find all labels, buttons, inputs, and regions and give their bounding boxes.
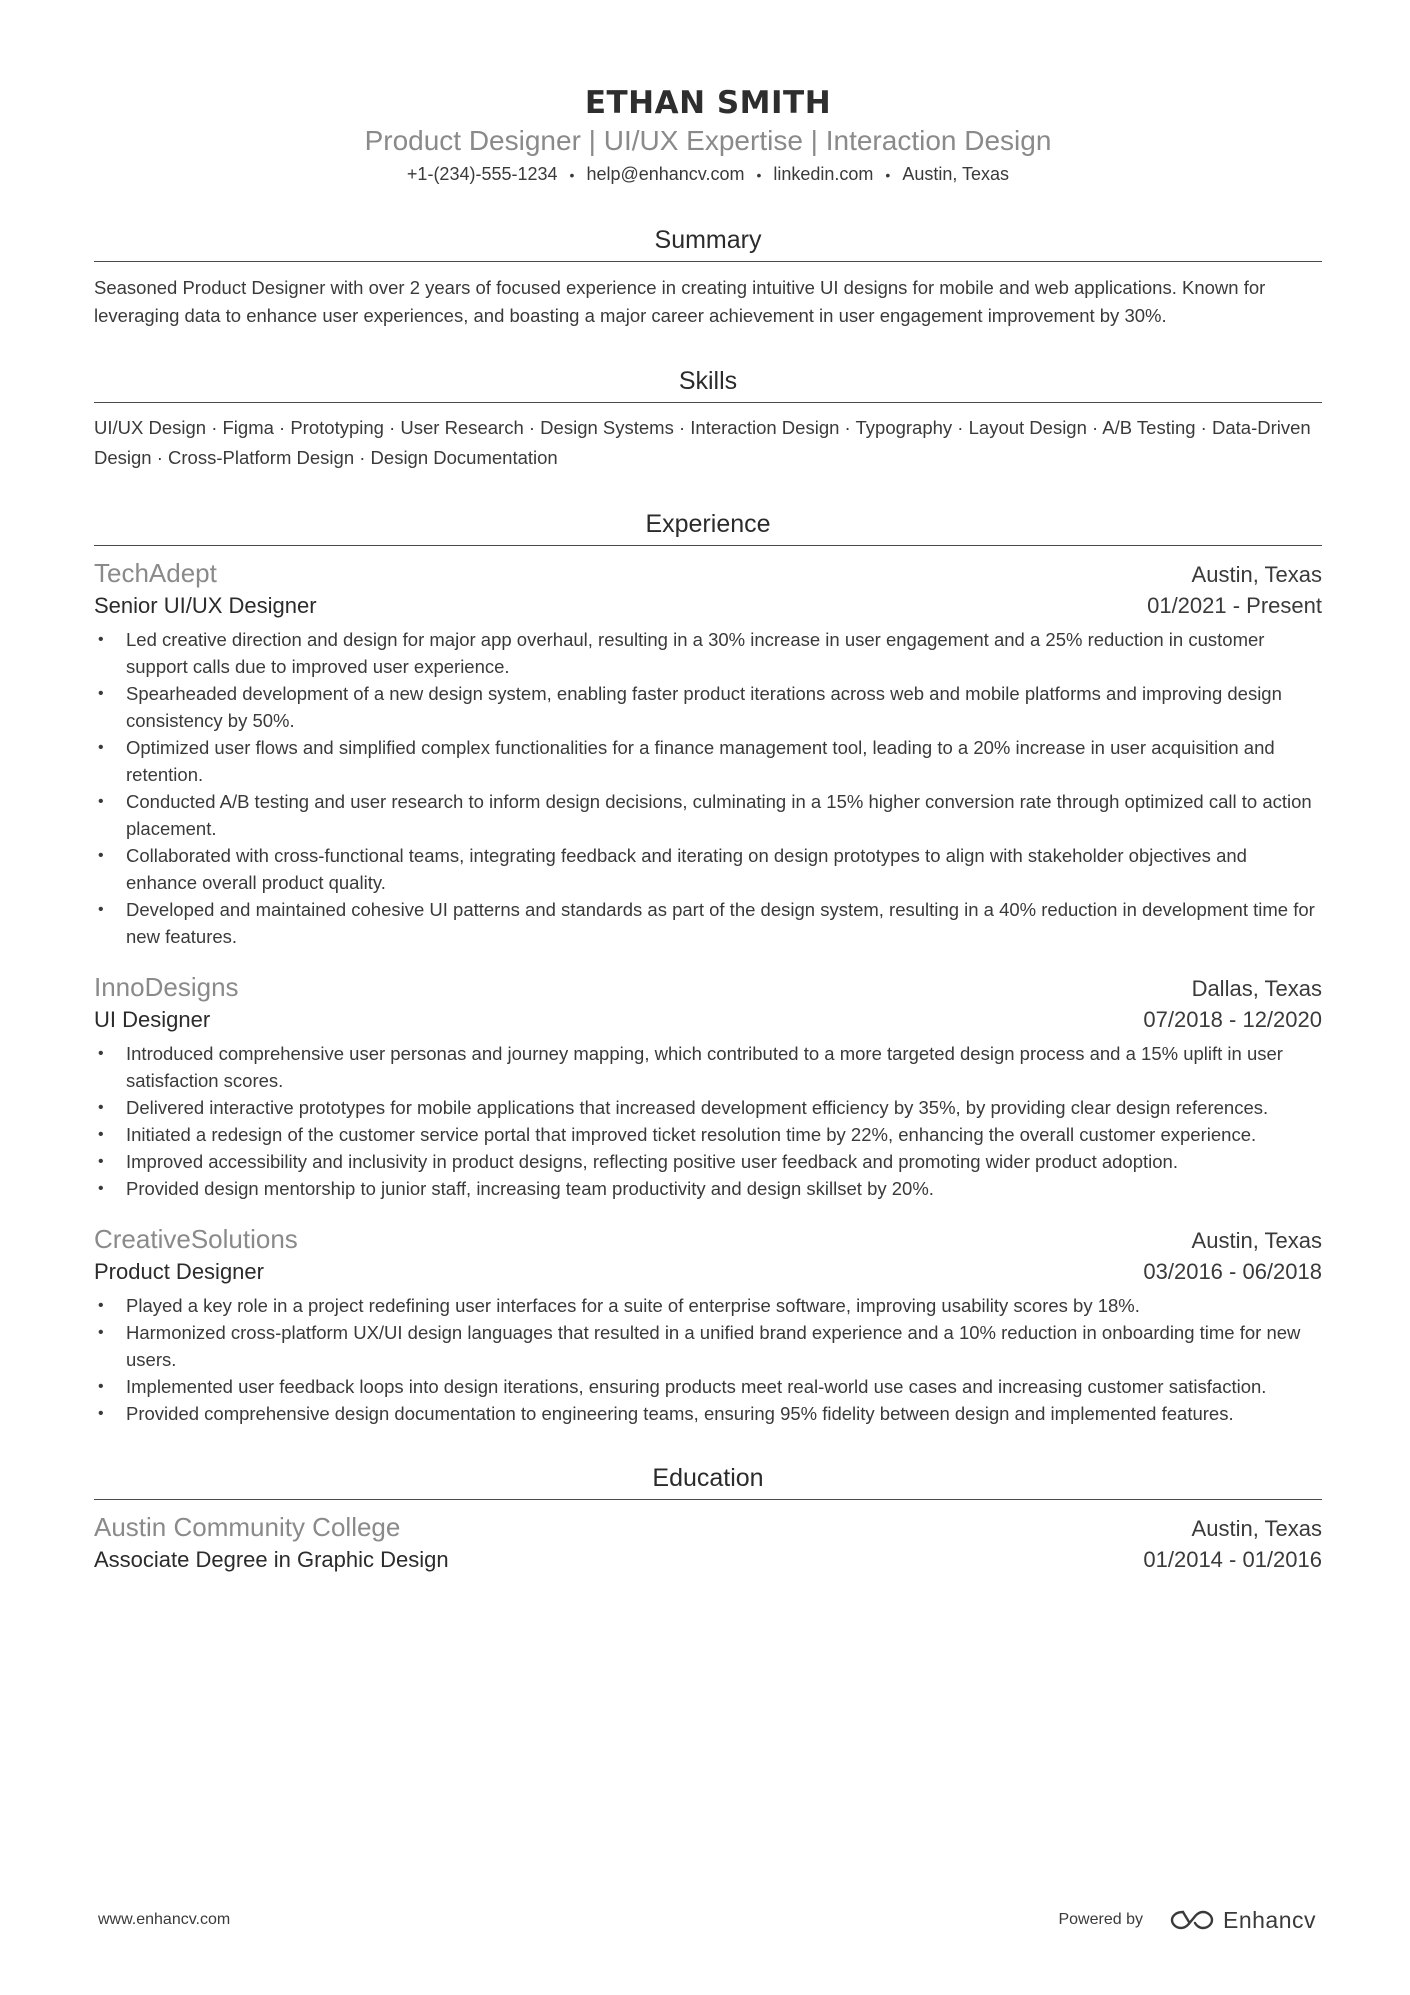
resume-header [94,84,1322,187]
education-section [94,1463,1322,1576]
school-location: Austin, Texas [1191,1516,1322,1541]
achievement-list [94,1040,1322,1202]
summary-section [94,225,1322,330]
achievement-item: • Introduced comprehensive user personas and journey mapping, which contributed to a more targeted design process and a 15% uplift in user satisfaction scores. [94,1040,1322,1094]
candidate-headline: Product Designer | UI/UX Expertise | Interaction Design [364,125,1052,156]
summary-text: Seasoned Product Designer with over 2 years of focused experience in creating intuitive UI designs for mobile and web applications. Known for leveraging data to enhance user experiences, and boasting a major career achievement in user engagement improvement by 30%. [94,277,1266,326]
contact-separator: • [756,167,762,183]
company-name: TechAdept [94,558,217,588]
page-footer [98,1900,1316,1940]
achievement-item: • Improved accessibility and inclusivity in product designs, reflecting positive user feedback and promoting wider product adoption. [94,1148,1322,1175]
achievement-item: • Delivered interactive prototypes for mobile applications that increased development efficiency by 35%, by providing clear design references. [94,1094,1322,1121]
company-location: Dallas, Texas [1191,976,1322,1001]
education-entry [94,1510,1322,1576]
contact-email[interactable]: help@enhancv.com [586,164,745,184]
resume-page [94,84,1322,1576]
job-title: UI Designer [94,1007,211,1032]
enhancv-logo[interactable] [1169,1907,1316,1934]
job-title: Senior UI/UX Designer [94,593,317,618]
achievement-item: • Provided design mentorship to junior staff, increasing team productivity and design skillset by 20%. [94,1175,1322,1202]
company-location: Austin, Texas [1191,562,1322,587]
achievement-item: • Played a key role in a project redefining user interfaces for a suite of enterprise software, improving usability scores by 18%. [94,1292,1322,1319]
company-location: Austin, Texas [1191,1228,1322,1253]
job-dates: 01/2021 - Present [1147,593,1322,618]
contact-separator: • [569,167,575,183]
job-dates: 03/2016 - 06/2018 [1143,1259,1322,1284]
achievement-list [94,1292,1322,1427]
contact-separator: • [885,167,891,183]
section-title-experience: Experience [94,509,1322,546]
achievement-list [94,626,1322,950]
achievement-item: • Led creative direction and design for major app overhaul, resulting in a 30% increase in user engagement and a 25% reduction in customer support calls due to improved user experience. [94,626,1322,680]
section-title-education: Education [94,1463,1322,1500]
footer-website-link[interactable]: www.enhancv.com [98,1911,231,1928]
company-name: CreativeSolutions [94,1224,298,1254]
contact-linkedin[interactable]: linkedin.com [773,164,874,184]
enhancv-logo-icon [1169,1908,1215,1932]
achievement-item: • Collaborated with cross-functional teams, integrating feedback and iterating on design prototypes to align with stakeholder objectives and enhance overall product quality. [94,842,1322,896]
education-dates: 01/2014 - 01/2016 [1143,1547,1322,1572]
degree-title: Associate Degree in Graphic Design [94,1547,449,1572]
achievement-item: • Initiated a redesign of the customer service portal that improved ticket resolution time by 22%, enhancing the overall customer experience. [94,1121,1322,1148]
achievement-item: • Implemented user feedback loops into design iterations, ensuring products meet real-world use cases and increasing customer satisfaction. [94,1373,1322,1400]
enhancv-brand-name: Enhancv [1222,1906,1316,1933]
experience-entry-innodesigns [94,970,1322,1202]
section-title-summary: Summary [94,225,1322,262]
experience-entry-creativesolutions [94,1222,1322,1427]
contact-location: Austin, Texas [902,164,1010,184]
achievement-item: • Provided comprehensive design documentation to engineering teams, ensuring 95% fidelity between design and implemented features. [94,1400,1322,1427]
contact-phone: +1-(234)-555-1234 [406,164,558,184]
job-dates: 07/2018 - 12/2020 [1143,1007,1322,1032]
experience-section [94,509,1322,1427]
footer-branding [1058,1907,1316,1934]
section-title-skills: Skills [94,366,1322,403]
school-name: Austin Community College [94,1512,401,1542]
skills-section [94,366,1322,473]
achievement-item: • Optimized user flows and simplified complex functionalities for a finance management tool, leading to a 20% increase in user acquisition and retention. [94,734,1322,788]
experience-entry-techadept [94,556,1322,950]
job-title: Product Designer [94,1259,264,1284]
candidate-name: ETHAN SMITH [584,85,832,121]
achievement-item: • Conducted A/B testing and user research to inform design decisions, culminating in a 15% higher conversion rate through optimized call to action placement. [94,788,1322,842]
contact-line [94,162,1322,187]
achievement-item: • Developed and maintained cohesive UI patterns and standards as part of the design system, resulting in a 40% reduction in development time for new features. [94,896,1322,950]
achievement-item: • Spearheaded development of a new design system, enabling faster product iterations across web and mobile platforms and improving design consistency by 50%. [94,680,1322,734]
powered-by-label: Powered by [1058,1911,1143,1928]
achievement-item: • Harmonized cross-platform UX/UI design languages that resulted in a unified brand experience and a 10% reduction in onboarding time for new users. [94,1319,1322,1373]
skills-list: UI/UX Design · Figma · Prototyping · User Research · Design Systems · Interaction Design · Typography · Layout Design · A/B Testing · Data-Driven Design · Cross-Platform Design · Design Documentation [94,417,1311,468]
company-name: InnoDesigns [94,972,239,1002]
